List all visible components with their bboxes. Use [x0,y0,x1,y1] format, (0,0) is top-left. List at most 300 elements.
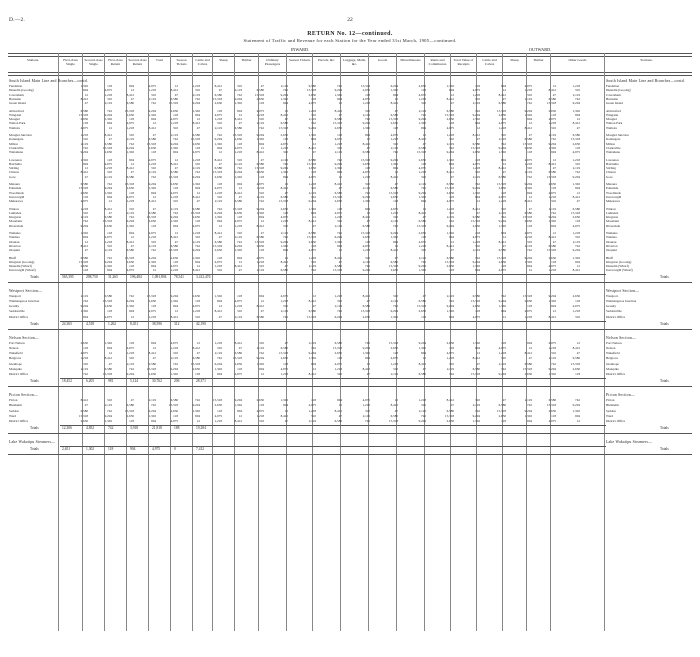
cell-value: 1,218 [362,403,370,408]
cell-value: 15,318 [470,219,480,224]
cell-value: 2,650 [524,371,532,376]
cell-value: 118 [449,268,454,273]
cell-value: 4,975 [362,170,370,175]
section-end-rule [8,329,692,330]
cell-value: 47 [502,243,506,248]
cell-value: 1,302 [472,264,480,269]
cell-value: 12 [394,170,398,175]
cell-value: 15,318 [78,112,88,117]
cell-value: 2,650 [472,223,480,228]
cell-value: 118 [195,219,200,224]
cell-value: 2,119 [472,101,480,106]
cell-value: 4,975 [214,259,222,264]
column-header: Timber [533,58,544,62]
cell-value: 47 [450,403,454,408]
cell-value: 6,580 [256,88,264,93]
cell-value: 118 [365,239,370,244]
cell-value: 15,318 [306,314,316,319]
cell-value: 2,650 [390,194,398,199]
cell-value: 47 [218,235,222,240]
cell-value: 47 [260,231,264,235]
cell-value: 118 [449,345,454,350]
station-name-right: Winton [606,206,616,211]
cell-value: 904 [337,170,342,175]
cell-value: 2,119 [170,133,178,137]
column-header: Rents and Commission [428,58,447,67]
cell-value: 1,302 [214,293,222,298]
cell-value: 8,412 [170,161,178,166]
return-title: RETURN No. 12—continued. [307,31,393,37]
cell-value: 15,318 [190,210,200,215]
cell-value: 310 [237,157,242,162]
cell-value: 2,119 [418,408,426,413]
cell-value: 1,302 [126,223,134,228]
cell-value: 47 [338,259,342,264]
cell-value: 4,975 [192,304,200,309]
cell-value: 904 [83,161,88,166]
cell-value: 9,204 [192,403,200,408]
cell-value: 904 [501,84,506,88]
cell-value: 8,412 [498,92,506,97]
cell-value: 1,302 [104,264,112,269]
cell-value: 8,412 [192,268,200,273]
cell-value: 2,650 [80,190,88,195]
cell-value: 310 [551,351,556,356]
cell-value: 8,412 [308,219,316,224]
cell-value: 1,302 [80,231,88,235]
cell-value: 15,318 [102,298,112,303]
station-name: Glenhope [9,361,22,366]
totals-label-right: Totals [660,274,669,279]
cell-value: 2,650 [362,235,370,240]
cell-value: 15,318 [522,366,532,371]
cell-value: 4,975 [148,157,156,162]
station-name-right: Clinton [606,170,616,175]
cell-value: 310 [501,356,506,361]
cell-value: 310 [83,361,88,366]
cell-value: 1,218 [170,121,178,126]
cell-value: 12 [338,248,342,253]
cell-value: 15,318 [444,259,454,264]
cell-value: 9,204 [308,199,316,204]
return-subtitle: Statement of Traffic and Revenue for each Station for the Year ended 31st March, 1905—continued. [243,38,457,43]
totals-value: 78,541 [174,274,184,279]
cell-value: 2,650 [334,351,342,356]
cell-value: 742 [365,190,370,195]
cell-value: 12 [130,161,134,166]
cell-value: 310 [173,125,178,130]
cell-value: 742 [575,96,580,101]
cell-value: 12 [238,186,242,191]
cell-value: 2,119 [390,298,398,303]
cell-value: 118 [83,268,88,273]
cell-value: 47 [476,210,480,215]
cell-value: 904 [475,345,480,350]
cell-value: 9,204 [362,268,370,273]
totals-value: 7,412 [196,447,205,452]
cell-value: 12 [528,121,532,126]
cell-value: 4,975 [498,268,506,273]
cell-value: 310 [421,403,426,408]
cell-value: 1,302 [390,235,398,240]
cell-value: 310 [259,117,264,122]
cell-value: 15,318 [254,239,264,244]
cell-value: 1,302 [308,206,316,211]
cell-value: 15,318 [78,186,88,191]
cell-value: 310 [337,145,342,150]
cell-value: 8,412 [498,166,506,171]
cell-value: 2,650 [446,117,454,122]
cell-value: 47 [312,223,316,228]
cell-value: 904 [195,186,200,191]
cell-value: 1,218 [390,137,398,142]
cell-value: 9,204 [104,259,112,264]
cell-value: 47 [218,314,222,319]
cell-value: 1,302 [446,84,454,88]
cell-value: 4,975 [472,161,480,166]
cell-value: 6,580 [280,121,288,126]
cell-value: 2,119 [280,231,288,235]
cell-value: 4,975 [256,408,264,413]
station-name: Otautau [9,239,20,244]
cell-value: 12 [84,92,88,97]
cell-value: 2,119 [472,174,480,179]
cell-value: 2,650 [548,255,556,260]
cell-value: 742 [449,298,454,303]
cell-value: 2,650 [418,84,426,88]
cell-value: 12 [312,366,316,371]
cell-value: 742 [173,361,178,366]
totals-value: 21,818 [152,426,162,431]
cell-value: 904 [575,413,580,418]
cell-value: 118 [393,199,398,204]
cell-value: 742 [393,304,398,309]
section-title: South Island Main Line and Branches—contd. [9,79,89,83]
cell-value: 4,975 [170,340,178,345]
station-name: Abbotsford [9,108,25,113]
station-name: Lawrence [9,157,22,162]
cell-value: 118 [195,298,200,303]
totals-value: 1,091,894 [152,274,167,279]
cell-value: 4,975 [256,182,264,186]
cell-value: 1,218 [280,371,288,376]
cell-value: 47 [528,356,532,361]
cell-value: 742 [195,398,200,403]
cell-value: 12 [528,345,532,350]
cell-value: 118 [551,112,556,117]
cell-value: 8,412 [170,88,178,93]
cell-value: 8,412 [446,96,454,101]
cell-value: 118 [527,223,532,228]
column-header: Season Tickets [289,58,310,62]
cell-value: 742 [449,371,454,376]
cell-value: 6,580 [418,145,426,150]
cell-value: 1,218 [548,268,556,273]
cell-value: 6,580 [148,361,156,366]
cell-value: 1,218 [308,255,316,260]
cell-value: 118 [237,366,242,371]
cell-value: 118 [449,194,454,199]
cell-value: 6,580 [524,137,532,142]
cell-value: 742 [551,361,556,366]
cell-value: 15,318 [278,351,288,356]
cell-value: 6,580 [234,351,242,356]
cell-value: 9,204 [548,366,556,371]
cell-value: 118 [311,170,316,175]
cell-value: 2,119 [308,264,316,269]
cell-value: 1,302 [148,413,156,418]
cell-value: 47 [238,345,242,350]
cell-value: 1,302 [256,361,264,366]
cell-value: 2,650 [524,298,532,303]
cell-value: 9,204 [234,170,242,175]
cell-value: 1,218 [548,121,556,126]
cell-value: 1,218 [498,199,506,204]
cell-value: 12 [394,96,398,101]
cell-value: 8,412 [334,408,342,413]
cell-value: 6,580 [256,314,264,319]
cell-value: 1,302 [390,314,398,319]
cell-value: 6,580 [418,371,426,376]
cell-value: 6,580 [498,248,506,253]
cell-value: 47 [196,199,200,204]
cell-value: 15,318 [102,219,112,224]
cell-value: 4,975 [148,84,156,88]
cell-value: 12 [502,235,506,240]
cell-value: 2,650 [498,259,506,264]
cell-value: 1,302 [148,259,156,264]
cell-value: 2,119 [498,361,506,366]
cell-value: 9,204 [308,351,316,356]
cell-value: 2,650 [256,243,264,248]
cell-value: 8,412 [80,243,88,248]
cell-value: 310 [195,235,200,240]
totals-label: Totals [30,274,39,279]
cell-value: 6,580 [390,413,398,418]
cell-value: 904 [129,309,134,314]
cell-value: 310 [311,112,316,117]
cell-value: 9,204 [472,186,480,191]
station-name-right: Mosgiel Junction [606,133,629,137]
cell-value: 8,412 [148,351,156,356]
cell-value: 47 [130,170,134,175]
cell-value: 310 [527,239,532,244]
station-name-right: Balclutha [606,161,619,166]
cell-value: 8,412 [234,190,242,195]
cell-value: 15,318 [444,112,454,117]
cell-value: 15,318 [212,243,222,248]
station-name: Milton [9,141,18,146]
cell-value: 1,218 [192,231,200,235]
cell-value: 2,650 [148,145,156,150]
cell-value: 904 [527,117,532,122]
station-name: Orepuki [9,248,20,253]
column-header: Total Value of Receipts [453,58,474,67]
cell-value: 6,580 [126,403,134,408]
station-name-right: Riverton [606,243,618,248]
cell-value: 2,119 [362,259,370,264]
cell-value: 12 [130,314,134,319]
cell-value: 4,975 [126,121,134,126]
cell-value: 15,318 [232,206,242,211]
cell-value: 15,318 [124,108,134,113]
cell-value: 12 [366,210,370,215]
totals-value: 206 [174,379,180,384]
cell-value: 118 [283,361,288,366]
cell-value: 2,650 [390,345,398,350]
station-name: Gore [9,174,16,179]
table-rule [8,75,692,76]
cell-value: 47 [130,96,134,101]
totals-value: 0 [174,447,176,452]
cell-value: 742 [449,145,454,150]
cell-value: 47 [260,157,264,162]
cell-value: 15,318 [146,141,156,146]
cell-value: 12 [196,190,200,195]
cell-value: 15,318 [388,190,398,195]
cell-value: 2,650 [192,141,200,146]
cell-value: 15,318 [570,210,580,215]
cell-value: 118 [421,88,426,93]
cell-value: 742 [501,141,506,146]
cell-value: 8,412 [214,309,222,314]
cell-value: 310 [217,345,222,350]
cell-value: 12 [152,345,156,350]
cell-value: 310 [421,101,426,106]
cell-value: 12 [476,199,480,204]
cell-value: 2,650 [572,293,580,298]
cell-value: 47 [284,117,288,122]
cell-value: 1,302 [548,298,556,303]
cell-value: 904 [195,112,200,117]
cell-value: 47 [312,304,316,309]
table-row [9,268,689,273]
column-header: Other Goods [568,58,587,62]
station-name: Clinton [9,170,19,175]
cell-value: 742 [151,174,156,179]
column-header: First-class Single [63,58,78,67]
cell-value: 742 [311,194,316,199]
cell-value: 12 [108,351,112,356]
cell-value: 4,975 [446,351,454,356]
cell-value: 118 [237,141,242,146]
cell-value: 2,119 [280,309,288,314]
cell-value: 4,975 [548,340,556,345]
cell-value: 2,119 [446,293,454,298]
cell-value: 1,218 [126,199,134,204]
cell-value: 742 [129,293,134,298]
cell-value: 2,650 [234,137,242,142]
station-name: Riverton [9,243,21,248]
cell-value: 904 [151,340,156,345]
cell-value: 310 [449,361,454,366]
cell-value: 9,204 [498,219,506,224]
cell-value: 6,580 [234,199,242,204]
station-name-right: District Office [606,371,626,376]
cell-value: 2,650 [170,255,178,260]
totals-value: 4,975 [152,447,161,452]
cell-value: 47 [338,186,342,191]
cell-value: 310 [195,161,200,166]
cell-value: 118 [551,413,556,418]
cell-value: 904 [129,157,134,162]
cell-value: 47 [218,88,222,93]
cell-value: 9,204 [390,309,398,314]
cell-value: 6,580 [214,92,222,97]
cell-value: 15,318 [102,145,112,150]
station-name-right: Mosgiel [606,117,617,122]
cell-value: 742 [527,174,532,179]
totals-rule [60,378,606,379]
cell-value: 1,218 [548,345,556,350]
cell-value: 9,204 [418,264,426,269]
cell-value: 6,580 [170,170,178,175]
cell-value: 8,412 [572,268,580,273]
cell-value: 15,318 [278,125,288,130]
cell-value: 904 [151,418,156,423]
cell-value: 904 [107,345,112,350]
cell-value: 8,412 [256,304,264,309]
cell-value: 1,218 [214,117,222,122]
cell-value: 310 [217,268,222,273]
cell-value: 8,412 [234,117,242,122]
cell-value: 742 [551,210,556,215]
cell-value: 2,119 [104,403,112,408]
cell-value: 8,412 [446,398,454,403]
cell-value: 118 [83,121,88,126]
cell-value: 2,119 [418,108,426,113]
cell-value: 8,412 [362,293,370,298]
cell-value: 47 [502,96,506,101]
cell-value: 1,302 [256,137,264,142]
cell-value: 742 [107,108,112,113]
cell-value: 12 [450,239,454,244]
cell-value: 1,302 [214,366,222,371]
cell-value: 2,650 [104,150,112,155]
cell-value: 8,412 [308,371,316,376]
cell-value: 8,412 [214,231,222,235]
cell-value: 742 [527,101,532,106]
cell-value: 47 [284,190,288,195]
cell-value: 15,318 [416,223,426,228]
cell-value: 6,580 [234,125,242,130]
cell-value: 2,650 [362,88,370,93]
cell-value: 118 [551,259,556,264]
cell-value: 8,412 [214,84,222,88]
cell-value: 4,975 [498,194,506,199]
cell-value: 904 [365,133,370,137]
station-name-right: Picton [606,398,615,403]
cell-value: 2,650 [170,182,178,186]
column-header: Miscellaneous [400,58,421,62]
cell-value: 1,302 [472,418,480,423]
cell-value: 2,119 [362,112,370,117]
station-name-right: Westport [606,293,618,298]
cell-value: 742 [311,268,316,273]
cell-value: 118 [311,243,316,248]
cell-value: 310 [217,121,222,126]
cell-value: 12 [576,264,580,269]
cell-value: 2,119 [126,137,134,142]
totals-value: 118 [108,447,114,452]
section-title-right: Westport Section— [606,288,640,293]
cell-value: 742 [475,408,480,413]
cell-value: 1,302 [148,186,156,191]
column-header: Season Tickets [176,58,187,67]
cell-value: 9,204 [572,248,580,253]
cell-value: 310 [475,170,480,175]
cell-value: 742 [365,117,370,122]
